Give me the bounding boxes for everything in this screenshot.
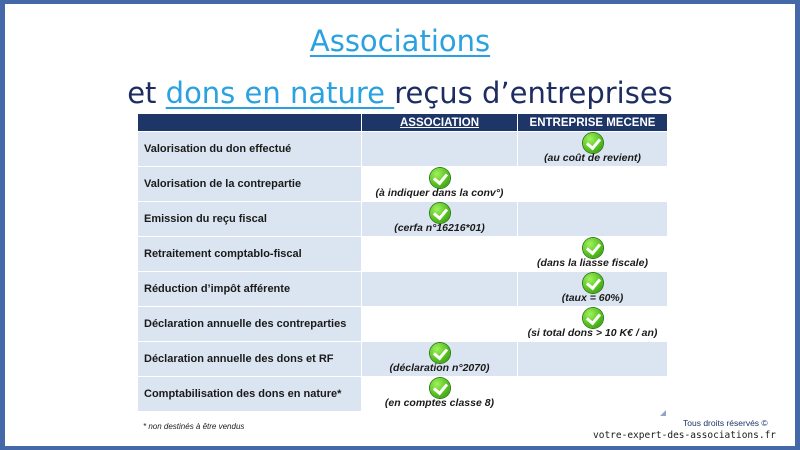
checkmark-icon <box>430 343 450 363</box>
row-label: Déclaration annuelle des dons et RF <box>138 342 362 377</box>
table-row <box>138 132 668 167</box>
checkmark-icon <box>583 308 603 328</box>
row-label: Comptabilisation des dons en nature* <box>138 377 362 412</box>
entreprise-cell <box>518 342 668 377</box>
association-cell <box>362 272 518 307</box>
entreprise-cell-note: (si total dons > 10 K€ / an) <box>527 327 658 339</box>
association-cell <box>362 307 518 342</box>
association-cell <box>362 202 518 237</box>
header-empty <box>138 114 362 132</box>
entreprise-cell <box>518 377 668 412</box>
entreprise-cell-note: (au coût de revient) <box>544 152 641 164</box>
association-cell <box>362 342 518 377</box>
title-line-2 <box>5 76 795 110</box>
header-entreprise: ENTREPRISE MECENE <box>518 114 668 132</box>
association-cell <box>362 132 518 167</box>
title-line-1 <box>5 24 795 58</box>
entreprise-cell <box>518 272 668 307</box>
association-cell-note: (à indiquer dans la conv°) <box>375 187 504 199</box>
entreprise-cell <box>518 307 668 342</box>
checkmark-icon <box>430 203 450 223</box>
association-cell-note: (cerfa n°16216*01) <box>394 222 485 234</box>
row-label: Déclaration annuelle des contreparties <box>138 307 362 342</box>
association-cell-note: (en comptes classe 8) <box>384 397 495 409</box>
title-associations: Associations <box>309 24 491 58</box>
resize-handle-icon <box>660 410 666 416</box>
entreprise-cell <box>518 202 668 237</box>
footnote: * non destinés à être vendus <box>143 422 245 431</box>
row-label: Valorisation de la contrepartie <box>138 167 362 202</box>
table-row <box>138 307 668 342</box>
table-row <box>138 342 668 377</box>
association-cell <box>362 167 518 202</box>
row-label: Réduction d’impôt afférente <box>138 272 362 307</box>
row-label: Retraitement comptablo-fiscal <box>138 237 362 272</box>
checkmark-icon <box>430 168 450 188</box>
entreprise-cell <box>518 237 668 272</box>
entreprise-cell <box>518 167 668 202</box>
title-highlight: dons en nature <box>165 76 395 110</box>
comparison-table <box>137 113 668 412</box>
entreprise-cell <box>518 132 668 167</box>
association-cell <box>362 237 518 272</box>
rights-notice: Tous droits réservés © <box>683 418 768 428</box>
table-header-row <box>138 114 668 132</box>
checkmark-icon <box>430 378 450 398</box>
table-row <box>138 237 668 272</box>
website-url[interactable]: votre-expert-des-associations.fr <box>593 430 777 441</box>
checkmark-icon <box>583 133 603 153</box>
table-row <box>138 202 668 237</box>
table-row <box>138 167 668 202</box>
checkmark-icon <box>583 238 603 258</box>
association-cell-note: (déclaration n°2070) <box>389 362 490 374</box>
row-label: Valorisation du don effectué <box>138 132 362 167</box>
title-suffix: reçus d’entreprises <box>394 76 673 110</box>
title-prefix: et <box>127 76 166 110</box>
checkmark-icon <box>583 273 603 293</box>
entreprise-cell-note: (dans la liasse fiscale) <box>537 257 648 269</box>
header-association: ASSOCIATION <box>362 114 518 132</box>
table-row <box>138 272 668 307</box>
table-row <box>138 377 668 412</box>
association-cell <box>362 377 518 412</box>
entreprise-cell-note: (taux = 60%) <box>561 292 624 304</box>
row-label: Emission du reçu fiscal <box>138 202 362 237</box>
